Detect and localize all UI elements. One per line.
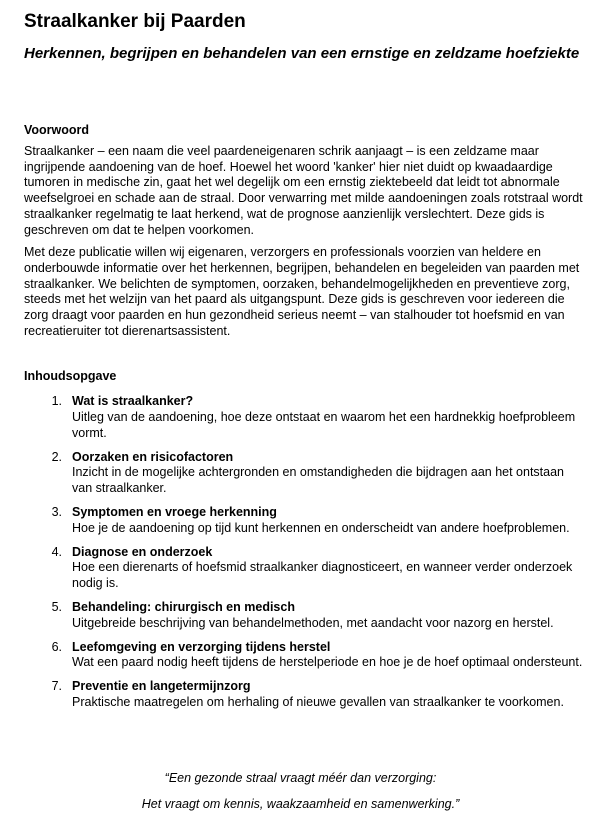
toc-item-title: Symptomen en vroege herkenning	[72, 505, 277, 519]
quote-line: Het vraagt om kennis, waakzaamheid en samenwerking.”	[141, 797, 460, 811]
toc-item-title: Behandeling: chirurgisch en medisch	[72, 599, 295, 614]
toc-item-number: 6.	[51, 639, 62, 654]
toc-item-number: 5.	[51, 599, 62, 614]
preface-section	[24, 122, 584, 339]
toc-heading: Inhoudsopgave	[24, 369, 117, 384]
toc-item	[24, 505, 584, 536]
toc-item	[24, 394, 584, 441]
toc-item-description: Wat een paard nodig heeft tijdens de herstelperiode en hoe je de hoef optimaal ondersteunt.	[72, 655, 583, 670]
toc-item-title: Oorzaken en risicofactoren	[72, 449, 234, 464]
toc-item-title: Preventie en langetermijnzorg	[72, 679, 251, 694]
document-title: Straalkanker bij Paarden	[24, 11, 246, 32]
document-page	[24, 10, 584, 719]
toc-item-description: Hoe een dierenarts of hoefsmid straalkanker diagnosticeert, en wanneer verder onderzoek nodig is.	[72, 560, 573, 590]
preface-heading: Voorwoord	[24, 123, 90, 137]
preface-paragraph: Met deze publicatie willen wij eigenaren, verzorgers en professionals voorzien van heldere en onderbouwde informatie over het herkennen, begrijpen, behandelen en begeleiden van paarden met straalkanker. We belichten de symptomen, oorzaken, behandelmogelijkheden en preventieve zorg, steeds met het welzijn van het paard als uitgangspunt. Deze gids is geschreven voor iedereen die zorg draagt voor paarden en hun gezondheid serieus neemt – van stalhouder tot hoefsmid en van recreatieruiter tot dierenartsassistent.	[24, 245, 580, 338]
toc-section	[24, 368, 584, 710]
preface-paragraph: Straalkanker – een naam die veel paardeneigenaren schrik aanjaagt – is een zeldzame maar ingrijpende aandoening van de hoef. Hoewel het woord 'kanker' hier niet duidt op kwaadaardige tumoren in medische zin, gaat het wel degelijk om een ernstig ziektebeeld dat leidt tot abnormale weefselgroei en schade aan de straal. Door verwarring met milde aandoeningen zoals rotstraal wordt straalkanker regelmatig te laat herkend, wat de prognose aanzienlijk verslechtert. Deze gids is geschreven om dat te helpen voorkomen.	[24, 144, 583, 237]
toc-item	[24, 679, 584, 710]
toc-item	[24, 600, 584, 631]
toc-item	[24, 640, 584, 671]
toc-item-description: Hoe je de aandoening op tijd kunt herkennen en onderscheidt van andere hoefproblemen.	[72, 520, 570, 535]
toc-item-title: Diagnose en onderzoek	[72, 544, 213, 559]
toc-item-description: Uitgebreide beschrijving van behandelmethoden, met aandacht voor nazorg en herstel.	[72, 615, 554, 630]
closing-quote	[0, 770, 601, 812]
toc-item-number: 7.	[51, 679, 62, 694]
toc-item-number: 2.	[51, 449, 62, 464]
toc-item-description: Inzicht in de mogelijke achtergronden en omstandigheden die bijdragen aan het ontstaan van straalkanker.	[72, 465, 565, 495]
toc-item-title: Leefomgeving en verzorging tijdens herstel	[72, 639, 331, 654]
toc-item-number: 4.	[51, 544, 62, 559]
toc-item	[24, 450, 584, 497]
quote-line: “Een gezonde straal vraagt méér dan verzorging:	[164, 771, 437, 785]
toc-item-number: 1.	[51, 394, 62, 409]
toc-item-description: Praktische maatregelen om herhaling of nieuwe gevallen van straalkanker te voorkomen.	[72, 694, 564, 709]
toc-item	[24, 545, 584, 592]
toc-item-title: Wat is straalkanker?	[72, 394, 194, 409]
toc-list	[24, 394, 584, 710]
toc-item-number: 3.	[51, 505, 62, 519]
toc-item-description: Uitleg van de aandoening, hoe deze ontstaat en waarom het een hardnekkig hoefprobleem vormt.	[72, 410, 576, 440]
document-subtitle: Herkennen, begrijpen en behandelen van een ernstige en zeldzame hoefziekte	[24, 45, 580, 62]
